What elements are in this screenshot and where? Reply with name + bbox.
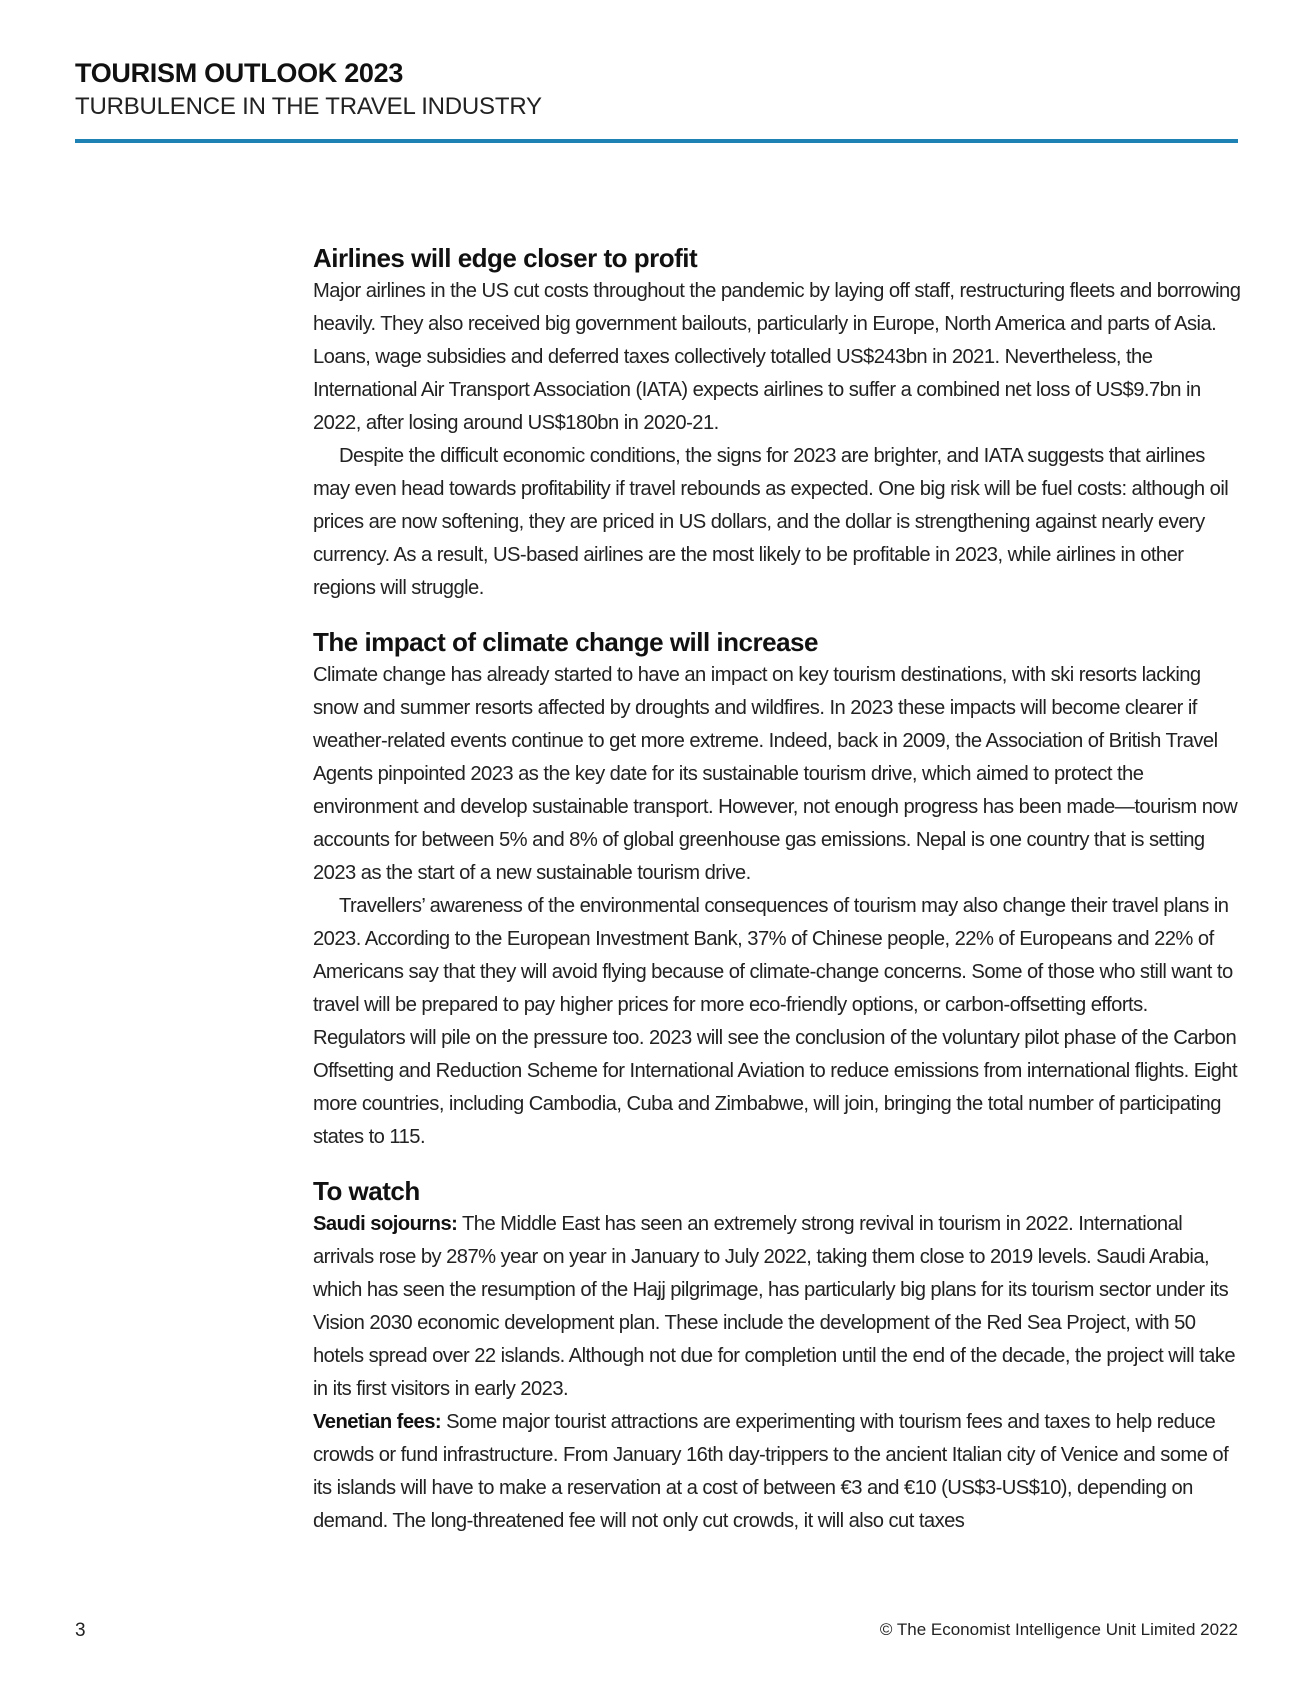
page-header (75, 56, 1236, 124)
watch-item-lead: Saudi sojourns: (313, 1213, 458, 1235)
section-heading: The impact of climate change will increase (313, 627, 818, 657)
section-heading: To watch (313, 1176, 420, 1206)
report-subtitle: TURBULENCE IN THE TRAVEL INDUSTRY (75, 93, 542, 120)
report-title: TOURISM OUTLOOK 2023 (75, 58, 404, 88)
section-to-watch (313, 1175, 1243, 1538)
paragraph: Climate change has already started to have an impact on key tourism destinations, with ski resorts lacking snow and summer resorts affected by droughts and wildfires. In 2023 these impacts will become clearer if weather-related events continue to get more extreme. Indeed, back in 2009, the Association of British Travel Agents pinpointed 2023 as the key date for its sustainable tourism drive, which aimed to protect the environment and develop sustainable transport. However, not enough progress has been made—tourism now accounts for between 5% and 8% of global greenhouse gas emissions. Nepal is one country that is setting 2023 as the start of a new sustainable tourism drive. (313, 664, 1238, 884)
section-heading: Airlines will edge closer to profit (313, 243, 698, 273)
watch-item-saudi (313, 1208, 1243, 1406)
page-number: 3 (75, 1620, 86, 1641)
paragraph: Travellers’ awareness of the environmental consequences of tourism may also change their travel plans in 2023. According to the European Investment Bank, 37% of Chinese people, 22% of Europeans and 22% of Americans say that they will avoid flying because of climate-change concerns. Some of those who still want to travel will be prepared to pay higher prices for more eco-friendly options, or carbon-offsetting efforts. Regulators will pile on the pressure too. 2023 will see the conclusion of the voluntary pilot phase of the Carbon Offsetting and Reduction Scheme for International Aviation to reduce emissions from international flights. Eight more countries, including Cambodia, Cuba and Zimbabwe, will join, bringing the total number of participating states to 115. (313, 895, 1238, 1148)
watch-item-text: Some major tourist attractions are experimenting with tourism fees and taxes to help reduce crowds or fund infrastructure. From January 16th day-trippers to the ancient Italian city of Venice and some of its islands will have to make a reservation at a cost of between €3 and €10 (US$3-US$10), depending on demand. The long-threatened fee will not only cut crowds, it will also cut taxes (313, 1411, 1229, 1532)
watch-item-lead: Venetian fees: (313, 1411, 442, 1433)
copyright-notice: © The Economist Intelligence Unit Limited 2022 (879, 1620, 1238, 1639)
article-body (313, 242, 1243, 1559)
watch-item-venice (313, 1406, 1243, 1538)
section-airlines (313, 242, 1243, 605)
paragraph: Despite the difficult economic conditions, the signs for 2023 are brighter, and IATA suggests that airlines may even head towards profitability if travel rebounds as expected. One big risk will be fuel costs: although oil prices are now softening, they are priced in US dollars, and the dollar is strengthening against nearly every currency. As a result, US-based airlines are the most likely to be profitable in 2023, while airlines in other regions will struggle. (313, 445, 1229, 599)
header-divider (75, 139, 1238, 143)
watch-item-text: The Middle East has seen an extremely strong revival in tourism in 2022. International arrivals rose by 287% year on year in January to July 2022, taking them close to 2019 levels. Saudi Arabia, which has seen the resumption of the Hajj pilgrimage, has particularly big plans for its tourism sector under its Vision 2030 economic development plan. These include the development of the Red Sea Project, with 50 hotels spread over 22 islands. Although not due for completion until the end of the decade, the project will take in its first visitors in early 2023. (313, 1213, 1236, 1400)
section-climate (313, 626, 1243, 1154)
paragraph: Major airlines in the US cut costs throughout the pandemic by laying off staff, restructuring fleets and borrowing heavily. They also received big government bailouts, particularly in Europe, North America and parts of Asia. Loans, wage subsidies and deferred taxes collectively totalled US$243bn in 2021. Nevertheless, the International Air Transport Association (IATA) expects airlines to suffer a combined net loss of US$9.7bn in 2022, after losing around US$180bn in 2020-21. (313, 280, 1241, 434)
